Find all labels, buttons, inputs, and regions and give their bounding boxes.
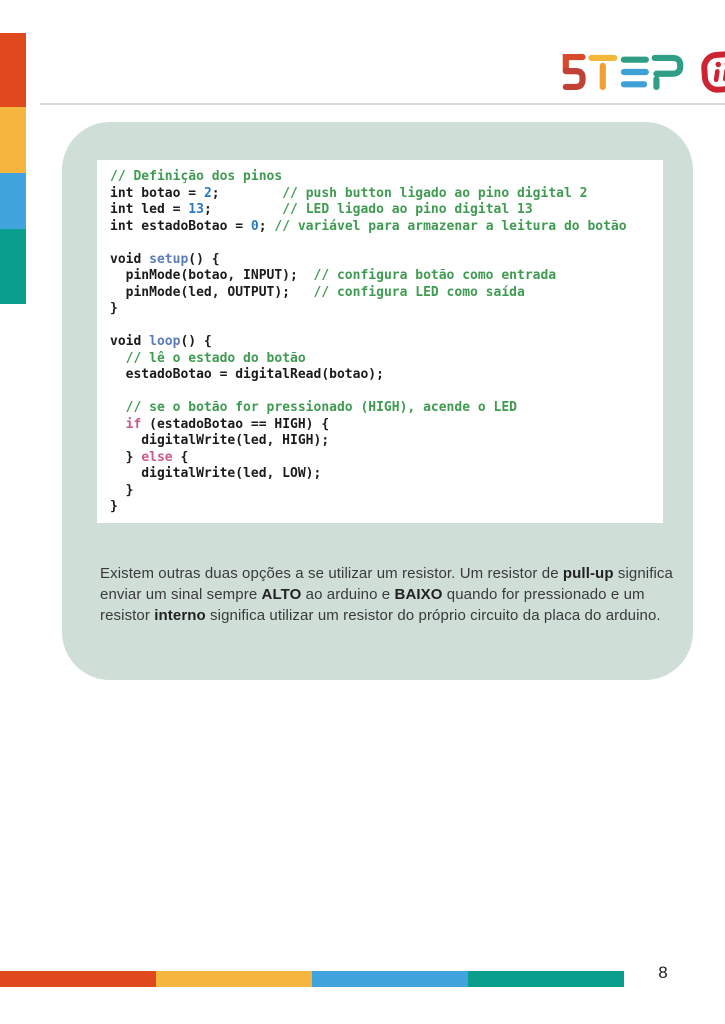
- left-bar-red: [0, 33, 26, 107]
- code-line: digitalWrite(led, HIGH);: [110, 433, 330, 448]
- bottom-bar-teal: [468, 971, 624, 987]
- code-line: if (estadoBotao == HIGH) {: [125, 416, 330, 432]
- bottom-color-bars: [0, 971, 624, 987]
- code-card: [97, 160, 663, 523]
- content-panel: [62, 122, 693, 680]
- step-logo-letters: [552, 50, 694, 94]
- code-line: estadoBotao = digitalRead(botao);: [110, 367, 384, 382]
- code-line: pinMode(botao, INPUT); // configura botão como entrada: [110, 268, 557, 283]
- left-color-bars: [0, 33, 26, 304]
- code-line: // Definição dos pinos: [110, 169, 283, 184]
- bottom-bar-yellow: [156, 971, 312, 987]
- left-bar-teal: [0, 229, 26, 304]
- code-line: } else {: [110, 449, 189, 465]
- code-line: int led = 13; // LED ligado ao pino digital 13: [110, 202, 533, 217]
- header-divider: [40, 103, 725, 105]
- left-bar-blue: [0, 173, 26, 229]
- left-bar-yellow: [0, 107, 26, 173]
- code-line: // lê o estado do botão: [125, 350, 306, 366]
- code-line: void loop() {: [110, 334, 212, 349]
- bottom-bar-red: [0, 971, 156, 987]
- step-logo-ii-icon: [700, 49, 725, 95]
- code-line: }: [110, 301, 118, 316]
- code-line: }: [110, 499, 118, 514]
- code-line: [110, 235, 663, 252]
- code-line: // se o botão for pressionado (HIGH), acende o LED: [125, 400, 517, 415]
- code-line: }: [110, 482, 134, 498]
- code-line: int botao = 2; // push button ligado ao pino digital 2: [110, 185, 588, 201]
- code-line: [110, 318, 663, 335]
- bottom-bar-blue: [312, 971, 468, 987]
- page-number: 8: [658, 963, 668, 982]
- code-line: digitalWrite(led, LOW);: [110, 466, 322, 481]
- step-logo: [552, 49, 725, 95]
- code-line: void setup() {: [110, 251, 220, 267]
- code-line: pinMode(led, OUTPUT); // configura LED como saída: [110, 284, 525, 300]
- code-line: [110, 384, 663, 401]
- body-paragraph: Existem outras duas opções a se utilizar um resistor. Um resistor de pull-up significa enviar um sinal sempre ALTO ao arduino e BAIXO quando for pressionado e um resistor interno significa utilizar um resistor do próprio circuito da placa do arduino.: [100, 565, 673, 624]
- arduino-code-block: [97, 160, 663, 516]
- code-line: int estadoBotao = 0; // variável para armazenar a leitura do botão: [110, 218, 627, 234]
